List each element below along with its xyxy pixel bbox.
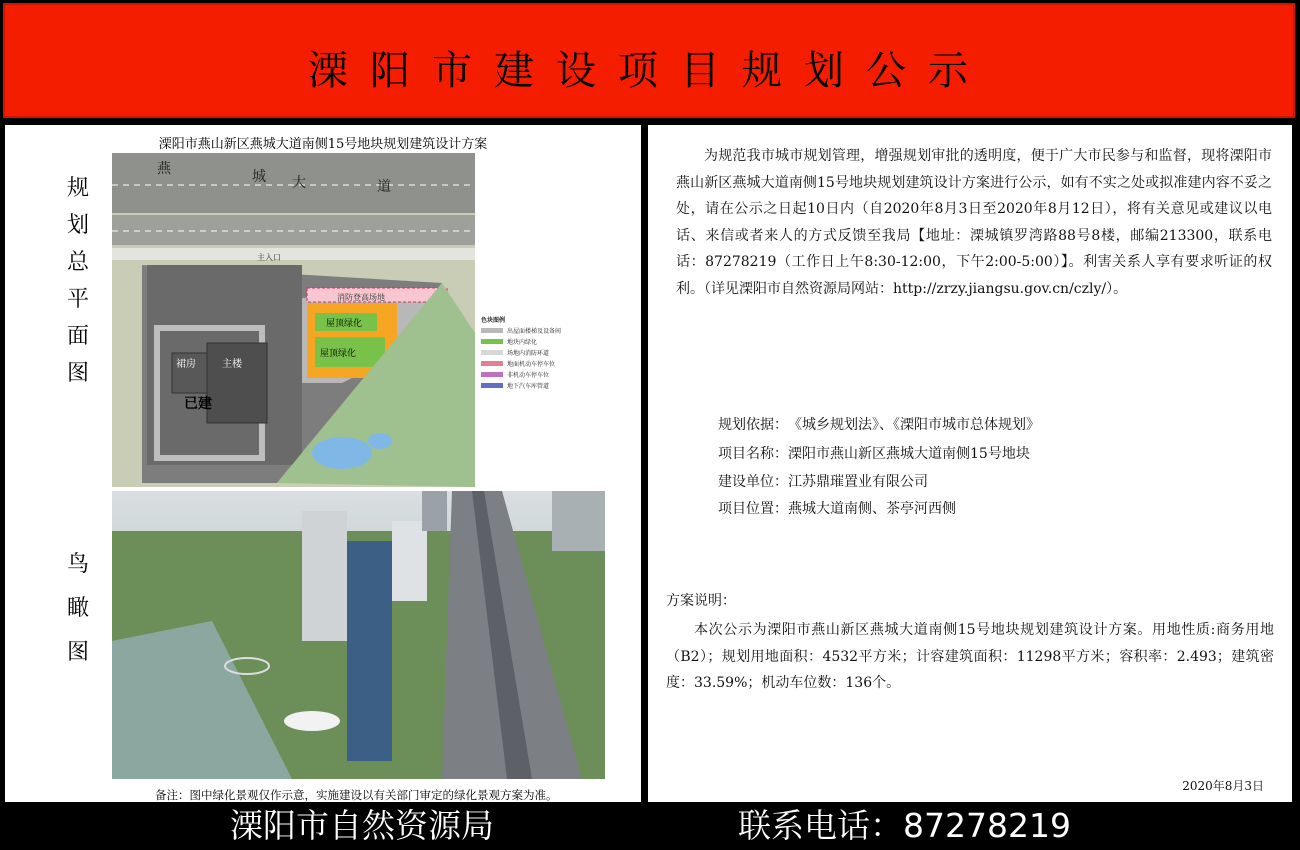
label-site-plan: [65, 170, 91, 392]
notice-paragraph: 为规范我市城市规划管理，增强规划审批的透明度，便于广大市民参与和监督，现将溧阳市燕山新区燕城大道南侧15号地块规划建筑设计方案进行公示，如有不实之处或拟准建内容不妥之处，请在公示之日起10日内（自2020年8月3日至2020年8月12日），将有关意见或建议以电话、来信或者来人的方式反馈至我局【地址：溧城镇罗湾路88号8楼，邮编213300，联系电话：87278219（工作日上午8:30-12:00，下午2:00-5:00）】。利害关系人享有要求听证的权利。（详见溧阳市自然资源局网站：http://zrzy.jiangsu.gov.cn/czly/）。: [676, 148, 1272, 297]
road-label: 城: [252, 169, 266, 185]
aerial-view-image: [112, 491, 605, 779]
plan-legend: [481, 315, 631, 392]
scheme-heading: 方案说明：: [666, 593, 736, 609]
location-value: 燕城大道南侧、茶亭河西侧: [788, 501, 956, 517]
label-char: 总: [66, 250, 89, 275]
road-label: 燕: [157, 161, 171, 177]
plan-title: 溧阳市燕山新区燕城大道南侧15号地块规划建筑设计方案: [158, 137, 488, 152]
title-banner: [3, 3, 1295, 118]
basis-label: 规划依据：: [718, 417, 788, 433]
notice-date: 2020年8月3日: [1182, 779, 1264, 793]
label-char: 图: [66, 640, 89, 665]
left-panel: [5, 125, 641, 802]
legend-label: 地块内绿化: [507, 339, 538, 346]
agency-name: 溧阳市自然资源局: [230, 806, 494, 845]
legend-item: [481, 348, 631, 357]
scheme-text: 本次公示为溧阳市燕山新区燕城大道南侧15号地块规划建筑设计方案。用地性质:商务用地（B2）；规划用地面积：4532平方米；计容建筑面积：11298平方米；容积率：2.493；建筑密度：33.59%；机动车位数：136个。: [666, 622, 1274, 691]
planning-basis: [718, 414, 1040, 434]
legend-item: [481, 337, 631, 346]
contact-phone: 联系电话：87278219: [738, 806, 1071, 845]
legend-label: 非机动车停车位: [507, 372, 550, 379]
road-label: 道: [377, 179, 391, 195]
right-panel: [648, 125, 1292, 802]
project-name: [718, 443, 1030, 463]
label-char: 图: [66, 361, 89, 386]
fire-area-label: 消防登高场地: [337, 293, 385, 302]
label-aerial-view: [65, 543, 91, 675]
legend-item: [481, 326, 631, 335]
roof-green-label: 屋顶绿化: [326, 319, 363, 329]
legend-item: [481, 370, 631, 379]
page-title: 溧阳市建设项目规划公示: [308, 48, 990, 94]
legend-item: [481, 359, 631, 368]
project-name-value: 溧阳市燕山新区燕城大道南侧15号地块: [788, 446, 1030, 462]
unit-value: 江苏鼎璀置业有限公司: [788, 474, 928, 490]
building-label: 裙房: [176, 359, 196, 370]
entrance-label: 主入口: [257, 253, 281, 262]
project-location: [718, 498, 956, 518]
location-label: 项目位置：: [718, 501, 788, 517]
construction-unit: [718, 471, 928, 491]
label-char: 规: [66, 176, 89, 201]
legend-label: 地面机动车停车位: [507, 361, 556, 368]
building-label: 主楼: [222, 359, 242, 370]
legend-label: 地下汽车库管道: [507, 383, 550, 390]
footnote: 备注：图中绿化景观仅作示意，实施建设以有关部门审定的绿化景观方案为准。: [155, 788, 558, 802]
legend-label: 场地内消防环道: [507, 350, 550, 357]
label-char: 鸟: [66, 552, 89, 577]
legend-label: 出屋面楼梯及设备间: [507, 328, 562, 335]
existing-label: 已建: [184, 396, 212, 412]
legend-item: [481, 381, 631, 390]
project-name-label: 项目名称：: [718, 446, 788, 462]
label-char: 面: [66, 324, 89, 349]
basis-value: 《城乡规划法》、《溧阳市城市总体规划》: [788, 417, 1040, 433]
label-char: 划: [66, 213, 89, 238]
roof-green-label: 屋顶绿化: [320, 349, 357, 359]
site-plan-image: [112, 153, 475, 487]
road-label: 大: [292, 175, 306, 191]
label-char: 瞰: [66, 596, 89, 621]
unit-label: 建设单位：: [718, 474, 788, 490]
label-char: 平: [66, 287, 89, 312]
legend-title: 色块图例: [481, 317, 506, 324]
